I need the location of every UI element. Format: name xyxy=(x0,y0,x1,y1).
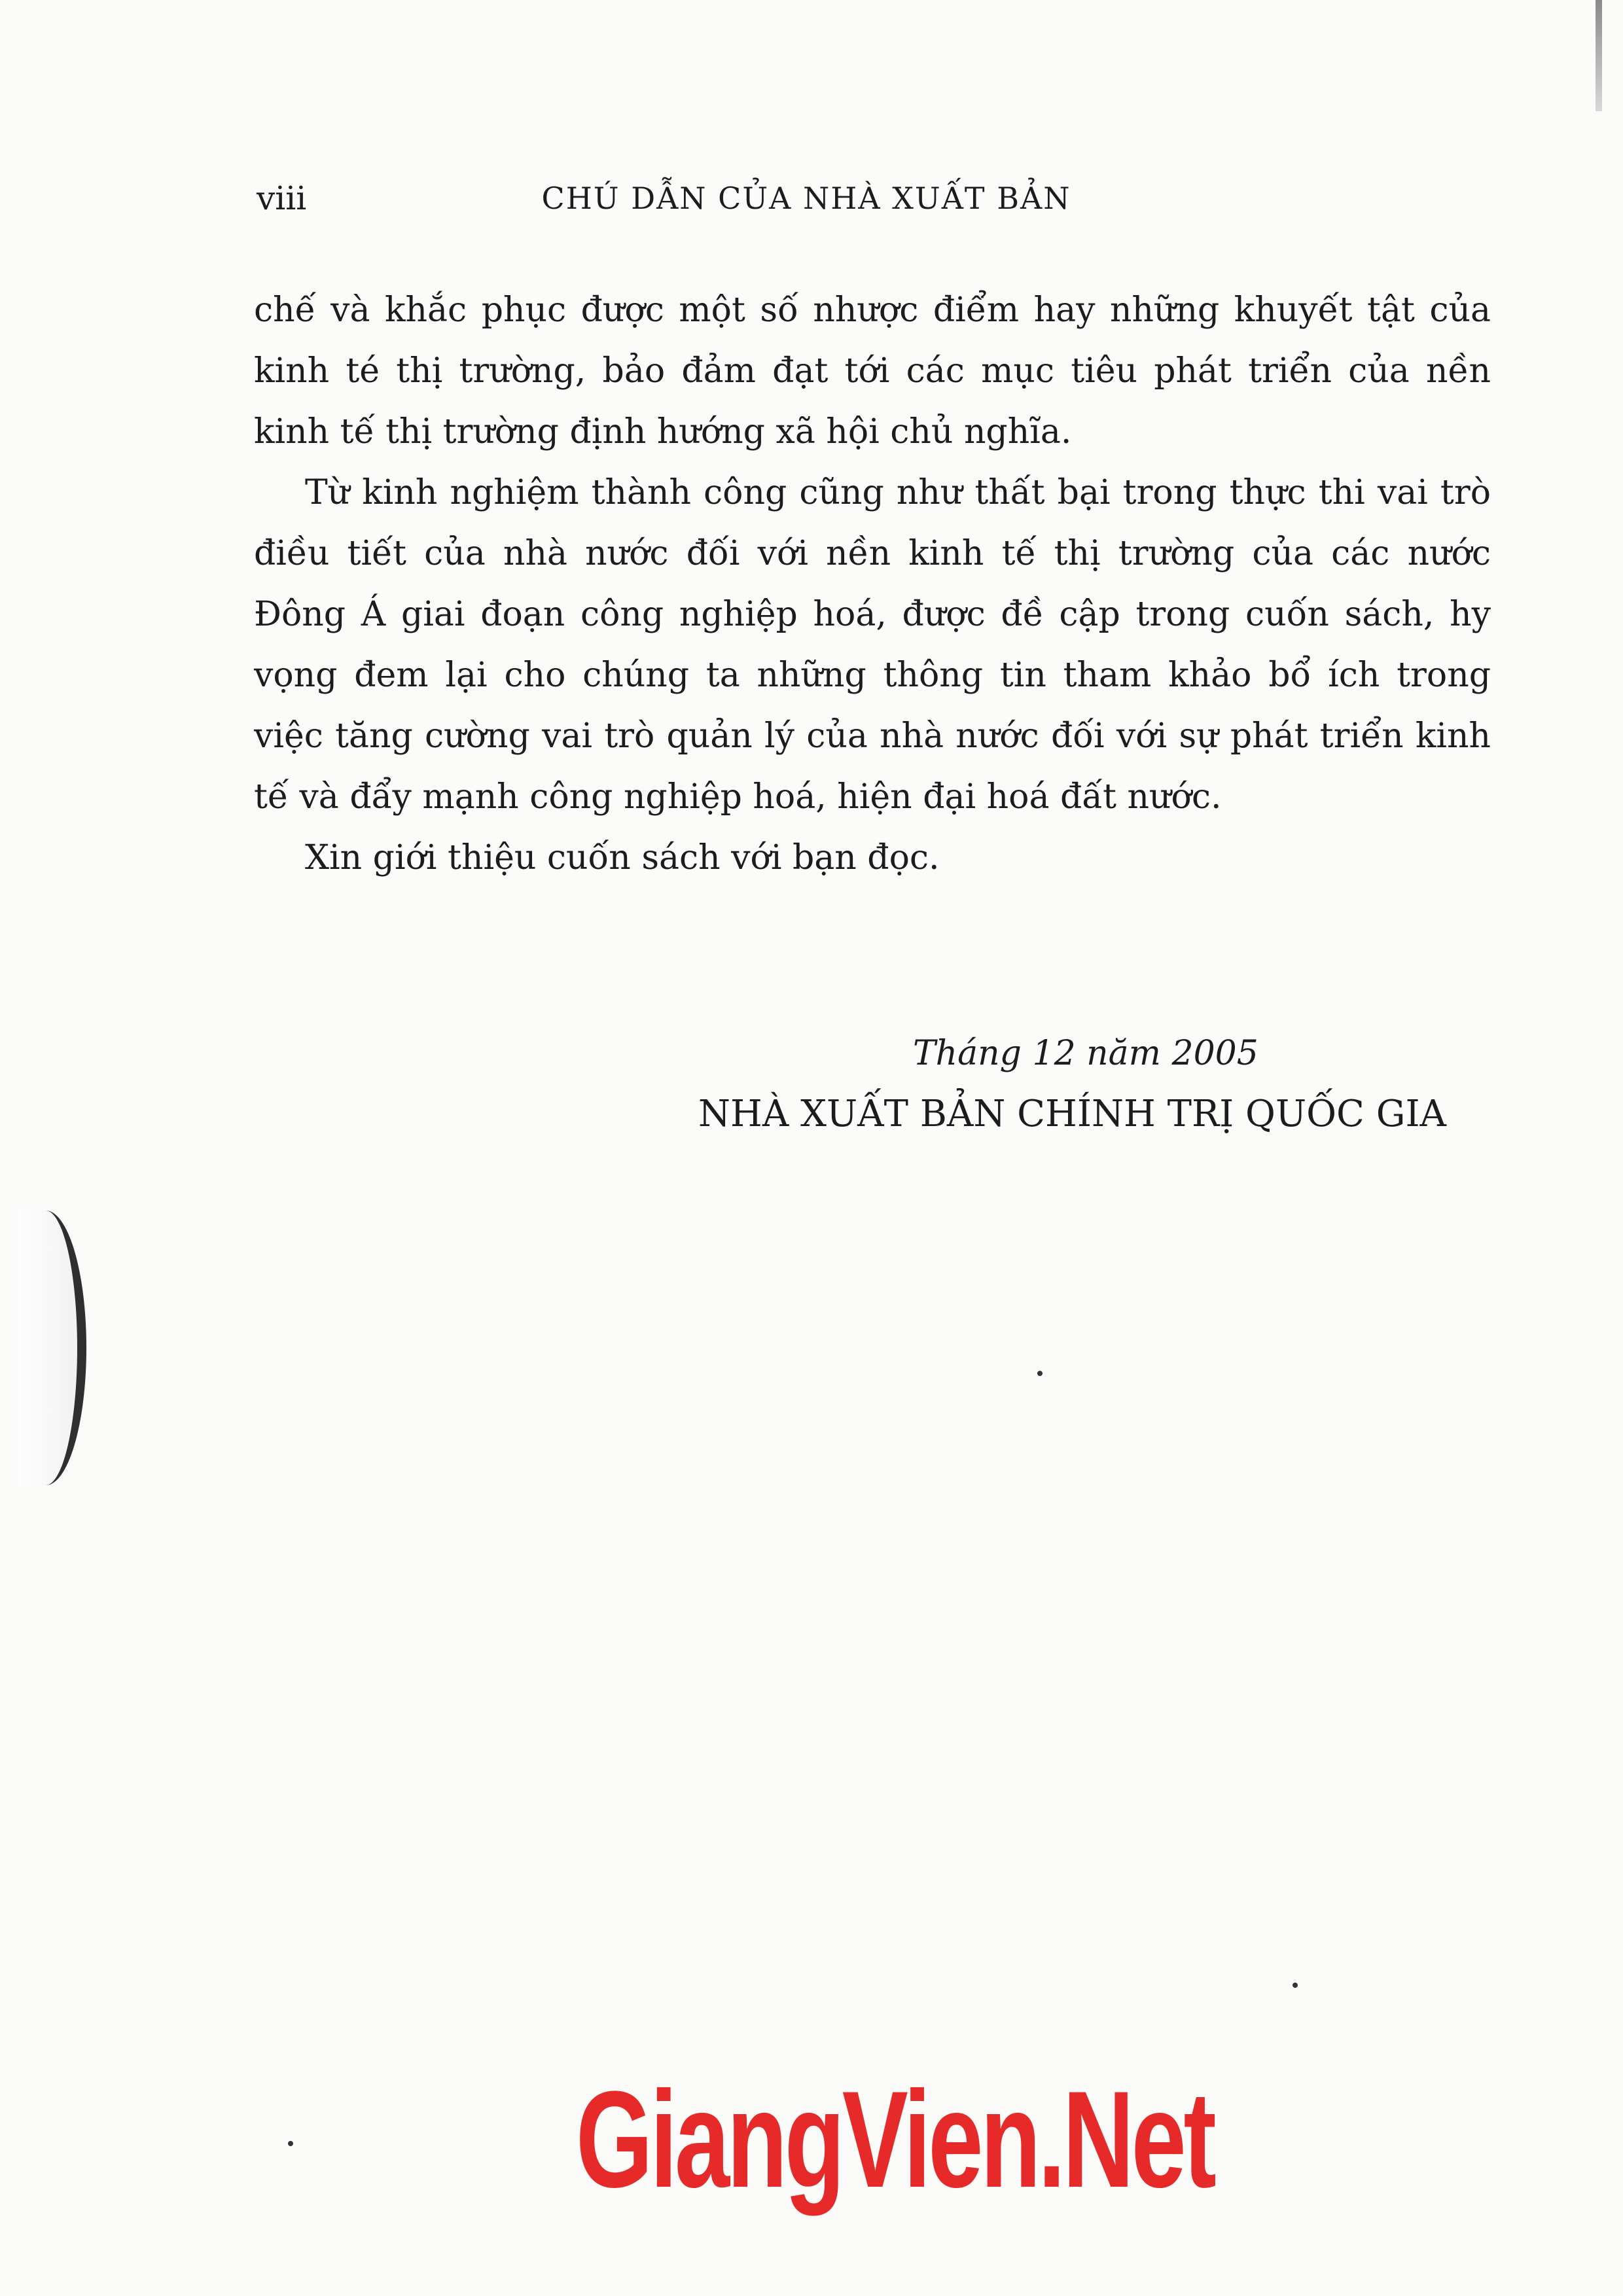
running-title: CHÚ DẪN CỦA NHÀ XUẤT BẢN xyxy=(541,181,1071,216)
body-text xyxy=(254,280,1491,889)
page-number: viii xyxy=(257,179,307,217)
scan-speck xyxy=(1293,1983,1298,1988)
paragraph-experience: Từ kinh nghiệm thành công cũng như thất bại trong thực thi vai trò điều tiết của nhà nước đối với nền kinh tế thị trường của các nước Đông Á giai đoạn công nghiệp hoá, được đề cập trong cuốn sách, hy vọng đem lại cho chúng ta những thông tin tham khảo bổ ích trong việc tăng cường vai trò quản lý của nhà nước đối với sự phát triển kinh tế và đẩy mạnh công nghiệp hoá, hiện đại hoá đất nước. xyxy=(254,473,1491,817)
paragraph-introduction: Xin giới thiệu cuốn sách với bạn đọc. xyxy=(305,838,940,877)
paragraph-continuation: chế và khắc phục được một số nhược điểm hay những khuyết tật của kinh té thị trường, bảo đảm đạt tới các mục tiêu phát triển của nền kinh tế thị trường định hướng xã hội chủ nghĩa. xyxy=(254,291,1491,451)
watermark-logo: GiangVien.Net xyxy=(576,2062,1214,2216)
signature-publisher: NHÀ XUẤT BẢN CHÍNH TRỊ QUỐC GIA xyxy=(698,1093,1446,1135)
curled-page-edge xyxy=(18,1210,86,1485)
signature-block xyxy=(681,1024,1453,1146)
scan-speck xyxy=(1037,1371,1043,1376)
running-header xyxy=(257,175,1107,221)
scan-speck xyxy=(288,2141,293,2146)
signature-date: Tháng 12 năm 2005 xyxy=(913,1034,1258,1073)
page-edge-shadow xyxy=(1596,0,1602,111)
